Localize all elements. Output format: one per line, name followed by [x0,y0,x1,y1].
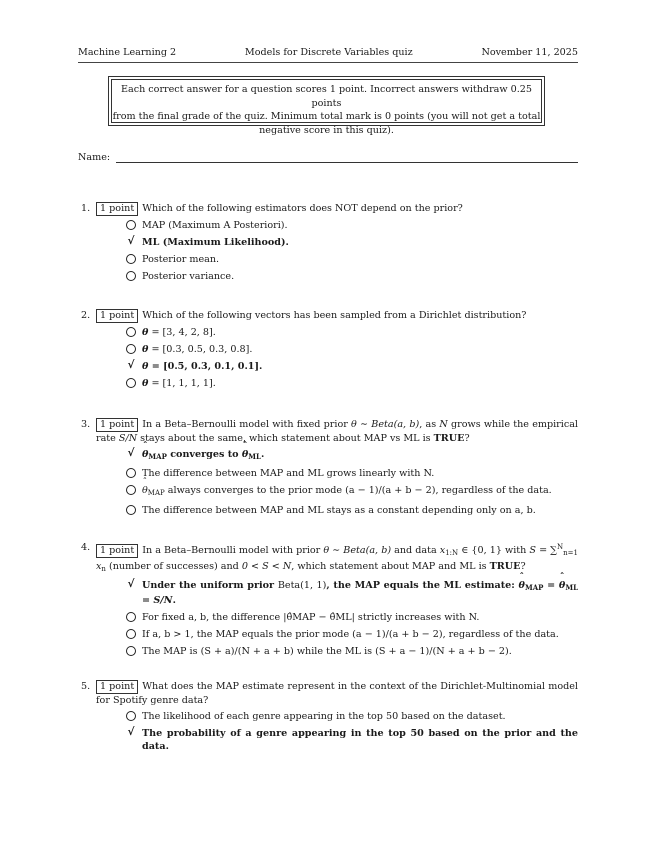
option-correct[interactable] [126,360,578,373]
option-end: . [249,343,253,355]
question-5 [78,680,578,757]
radio-circle-icon[interactable] [126,505,136,515]
option-vector: [1, 1, 1, 1] [162,377,213,389]
options-list [78,448,578,517]
math-expression: N [439,419,448,430]
question-text: In a Beta–Bernoulli model with prior [142,545,324,556]
subscript: MAP [148,452,167,461]
option[interactable] [126,504,578,517]
subscript: MAP [524,583,544,592]
option[interactable] [126,253,578,266]
options-list [78,579,578,658]
question-5-header [78,680,578,707]
question-4-header [78,541,578,576]
math-expression: θ ∼ Beta(a, b) [323,545,392,556]
question-text: What does the MAP estimate represent in the context of the Dirichlet-Multinomial model for Spotify genre data? [96,681,578,706]
question-number: 4. [81,542,91,553]
math-expression: = S/N [142,595,173,606]
radio-circle-icon[interactable] [126,271,136,281]
question-text: (number of successes) and [105,561,242,572]
question-number: 1. [81,203,91,214]
rules-text [111,79,542,136]
question-text: , which statement about MAP and ML is [291,561,490,572]
theta-hat-symbol: ˆ θ [142,448,148,461]
option-vector: [0.5, 0.3, 0.1, 0.1] [163,360,260,372]
theta-hat-symbol: ˆ θ [519,579,525,592]
rules-box [108,76,545,136]
question-2 [78,309,578,394]
question-text: grows while the empirical rate [96,419,578,444]
options-list [78,710,578,753]
name-field[interactable] [116,153,578,163]
option[interactable] [126,467,578,480]
math-expression: θ ∼ Beta(a, b) [351,419,420,430]
rules-line-3: negative score in this quiz). [259,124,394,136]
option-label: = [543,580,556,591]
name-label: Name: [78,152,111,163]
points-badge: 1 point [96,309,138,323]
math-expression: S/N [118,433,138,444]
question-3 [78,418,578,521]
math-expression: S = ∑ [529,545,558,556]
math-expression: 0 < S < N [241,561,292,572]
options-list [78,219,578,283]
theta-symbol: θ [142,377,149,389]
option[interactable] [126,326,578,339]
question-text: ? [520,561,526,572]
question-text: Which of the following vectors has been sampled from a Dirichlet distribution? [142,310,527,321]
radio-circle-icon[interactable] [126,378,136,388]
radio-circle-icon[interactable] [126,629,136,639]
question-2-header [78,309,578,323]
checkmark-icon: √ [127,578,135,590]
option-end: . [212,327,216,338]
question-number: 2. [81,310,91,321]
checkmark-icon: √ [127,725,135,738]
option[interactable] [126,219,578,232]
option-end: . [260,449,265,460]
question-text: ? [464,433,470,444]
subscript: ML [248,452,261,461]
option-correct[interactable] [126,579,578,607]
option-label: The difference between MAP and ML grows linearly with N. [142,467,435,479]
subscript: ML [565,583,578,592]
points-badge: 1 point [96,680,138,694]
question-number: 5. [81,681,91,692]
math-expression: x [96,561,102,572]
option-vector: [3, 4, 2, 8] [162,327,213,338]
option-correct[interactable] [126,448,578,463]
question-number: 3. [81,419,91,430]
question-1 [78,202,578,287]
checkmark-icon: √ [127,358,135,371]
option-end: . [259,360,263,372]
equals-sign: = [148,360,164,372]
rules-line-1: Each correct answer for a question scores 1 point. Incorrect answers withdraw 0.25 points [120,84,532,109]
option[interactable] [126,377,578,390]
option-label: If a, b > 1, the MAP equals the prior mode (a − 1)/(a + b − 2), regardless of the data. [142,628,559,640]
option-label: The MAP is (S + a)/(N + a + b) while the ML is (S + a − 1)/(N + a + b − 2). [142,645,512,657]
emphasis-true: TRUE [489,561,521,572]
radio-circle-icon[interactable] [126,327,136,337]
option-label: The difference between MAP and ML stays as a constant depending only on a, b. [142,504,536,516]
course-name: Machine Learning 2 [78,47,177,58]
option-label: The probability of a genre appearing in the top 50 based on the prior and the data. [142,727,578,752]
option-label: MAP (Maximum A Posteriori). [142,220,288,231]
option[interactable] [126,343,578,356]
math-expression: Beta(1, 1) [277,580,327,591]
option-correct[interactable] [126,236,578,249]
option-label: , the MAP equals the ML estimate: [326,580,519,591]
option-label: For fixed a, b, the difference |θ̂MAP − θ̂ML| strictly increases with N. [142,611,480,623]
option-label: Under the uniform prior [142,580,278,591]
question-4 [78,541,578,662]
option-label: Posterior mean. [142,253,220,265]
option-label: . [172,595,176,606]
checkmark-icon: √ [127,447,135,459]
points-badge: 1 point [96,418,138,432]
option-end: . [212,377,216,389]
question-text: and data [391,545,440,556]
theta-hat-symbol: ˆ θ [559,579,565,592]
options-list [78,326,578,390]
option-label: always converges to the prior mode (a − 1)/(a + b − 2), regardless of the data. [167,484,552,496]
radio-circle-icon[interactable] [126,646,136,656]
header-rule [78,62,578,63]
checkmark-icon: √ [127,234,135,247]
subscript: n=1 [563,549,578,557]
option[interactable] [126,484,578,500]
option[interactable] [126,270,578,283]
radio-circle-icon[interactable] [126,612,136,622]
points-badge: 1 point [96,202,138,216]
option[interactable] [126,628,578,641]
question-text: In a Beta–Bernoulli model with fixed prior [142,419,352,430]
math-expression: x [439,545,446,556]
question-text: stays about the same, which statement about MAP vs ML is [137,433,434,444]
option-label: The likelihood of each genre appearing in the top 50 based on the dataset. [142,711,506,722]
points-badge: 1 point [96,544,138,558]
quiz-title: Models for Discrete Variables quiz [244,47,413,58]
radio-circle-icon[interactable] [126,220,136,230]
emphasis-true: TRUE [433,433,465,444]
radio-circle-icon[interactable] [126,468,136,478]
equals-sign: = [148,343,163,355]
radio-circle-icon[interactable] [126,711,136,721]
radio-circle-icon[interactable] [126,254,136,264]
radio-circle-icon[interactable] [126,344,136,354]
theta-hat-symbol: ˆ θ [142,484,148,497]
name-row [78,152,578,163]
math-expression: ∈ {0, 1} with [458,545,530,556]
option-label: Posterior variance. [142,270,235,282]
option[interactable] [126,710,578,723]
theta-hat-symbol: ˆ θ [242,448,248,461]
question-1-header [78,202,578,216]
question-3-header [78,418,578,445]
option-label: ML (Maximum Likelihood). [142,236,289,248]
theta-symbol: θ [142,327,149,338]
option-correct[interactable] [126,727,578,753]
subscript: n [101,565,106,573]
theta-symbol: θ [142,360,149,372]
quiz-date: November 11, 2025 [481,47,578,58]
rules-line-2: from the final grade of the quiz. Minimum total mark is 0 points (you will not get a total [112,111,541,122]
option[interactable] [126,645,578,658]
question-text: , as [419,419,440,430]
option-vector: [0.3, 0.5, 0.3, 0.8] [162,343,250,355]
option-label: converges to [170,449,239,460]
radio-circle-icon[interactable] [126,485,136,495]
page-header [78,47,578,61]
equals-sign: = [148,327,163,338]
option[interactable] [126,611,578,624]
superscript: N [557,543,564,551]
theta-symbol: θ [142,343,149,355]
question-text: Which of the following estimators does NOT depend on the prior? [142,203,463,214]
subscript: 1:N [445,549,459,557]
subscript: MAP [147,488,165,497]
equals-sign: = [148,377,163,389]
